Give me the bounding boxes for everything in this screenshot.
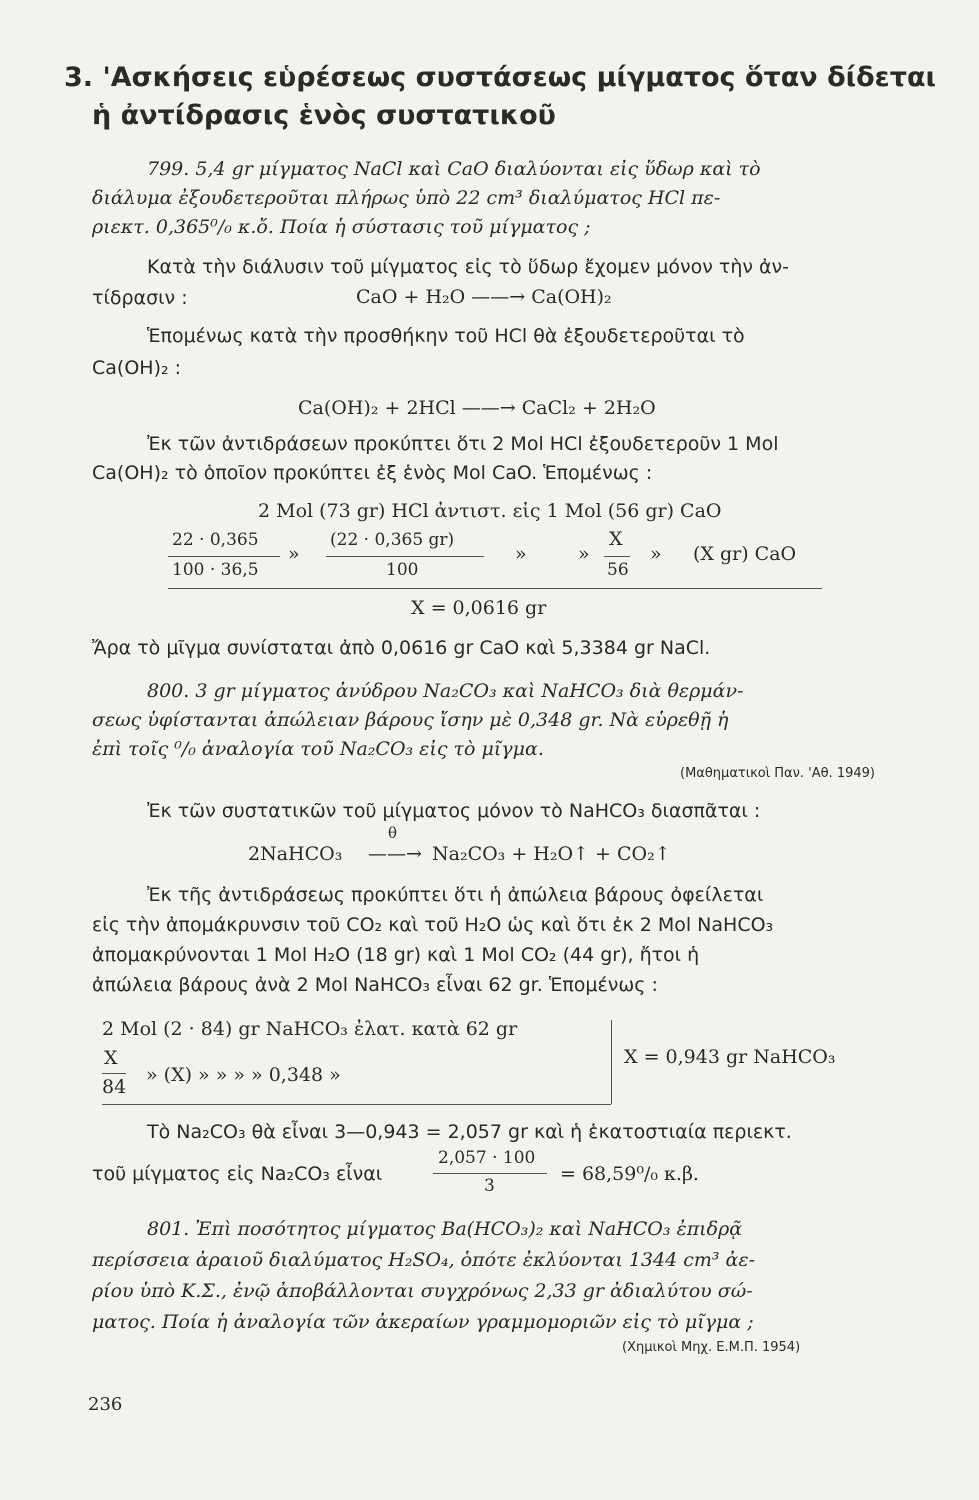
solution-799-line4: Ca(OH)₂ : (92, 357, 182, 379)
solution-800-line1: Ἐκ τῶν συστατικῶν τοῦ μίγματος μόνον τὸ NaHCO₃ διασπᾶται : (147, 800, 761, 822)
fraction3-denominator: 56 (607, 560, 629, 580)
proportion-row1: 2 Mol (73 gr) HCl ἀντιστ. εἰς 1 Mol (56 gr) CaO (258, 500, 722, 522)
percent-denominator: 3 (484, 1176, 495, 1196)
conclusion-799: Ἄρα τὸ μῖγμα συνίσταται ἀπὸ 0,0616 gr CaO καὶ 5,3384 gr NaCl. (92, 637, 711, 659)
solution-799-line3: Ἑπομένως κατὰ τὴν προσθήκην τοῦ HCl θὰ ἐξουδετεροῦται τὸ (147, 325, 745, 347)
solution-800-line6: Τὸ Na₂CO₃ θὰ εἶναι 3—0,943 = 2,057 gr καὶ ἡ ἑκατοστιαία περιεκτ. (147, 1121, 792, 1143)
box-row1: 2 Mol (2 · 84) gr NaHCO₃ ἐλατ. κατὰ 62 gr (102, 1018, 518, 1040)
fraction2-numerator: (22 · 0,365 gr) (330, 530, 455, 550)
problem-799-line2: διάλυμα ἐξουδετεροῦται πλήρως ὑπὸ 22 cm³ διαλύματος HCl πε- (92, 187, 721, 209)
page-number: 236 (88, 1394, 123, 1415)
problem-801-source: (Χημικοὶ Μηχ. Ε.Μ.Π. 1954) (622, 1340, 801, 1355)
problem-801-line3: ρίου ὑπὸ Κ.Σ., ἐνῷ ἀποβάλλονται συγχρόνως 2,33 gr ἀδιαλύτου σώ- (92, 1280, 753, 1302)
solution-799-line6: Ca(OH)₂ τὸ ὁποῖον προκύπτει ἐξ ἑνὸς Mol CaO. Ἑπομένως : (92, 462, 653, 484)
heat-symbol: θ (388, 824, 398, 842)
fraction2-bar (326, 556, 484, 557)
box-vertical-rule (611, 1020, 612, 1104)
reaction-equation-1: CaO + H₂O ——→ Ca(OH)₂ (356, 286, 612, 308)
box-row2: » (X) » » » » 0,348 » (146, 1064, 341, 1086)
percent-fraction-bar (433, 1173, 547, 1174)
fraction3-numerator: X (609, 528, 623, 550)
problem-801-line2: περίσσεια ἀραιοῦ διαλύματος H₂SO₄, ὁπότε ἐκλύονται 1344 cm³ ἀε- (92, 1249, 755, 1271)
reaction-equation-2: Ca(OH)₂ + 2HCl ——→ CaCl₂ + 2H₂O (298, 397, 656, 419)
fraction2-denominator: 100 (386, 560, 419, 580)
proportion-rule (168, 588, 822, 589)
fraction3-bar (604, 556, 630, 557)
solution-799-line1: Κατὰ τὴν διάλυσιν τοῦ μίγματος εἰς τὸ ὕδωρ ἔχομεν μόνον τὴν ἀν- (147, 256, 790, 278)
problem-799-line3: ριεκτ. 0,365⁰/₀ κ.ὄ. Ποία ἡ σύστασις τοῦ μίγματος ; (92, 216, 591, 238)
reaction-arrow: ——→ (368, 843, 422, 865)
box-fraction-bar (102, 1073, 126, 1074)
solution-800-line2: Ἐκ τῆς ἀντιδράσεως προκύπτει ὅτι ἡ ἀπώλεια βάρους ὀφείλεται (147, 884, 764, 906)
fraction1-denominator: 100 · 36,5 (172, 560, 259, 580)
reaction-equation-3-right: Na₂CO₃ + H₂O↑ + CO₂↑ (432, 843, 671, 865)
problem-801-line4: ματος. Ποία ἡ ἀναλογία τῶν ἀκεραίων γραμμομοριῶν εἰς τὸ μῖγμα ; (92, 1311, 754, 1333)
problem-800-line1: 800. 3 gr μίγματος ἀνύδρου Na₂CO₃ καὶ NaHCO₃ διὰ θερμάν- (147, 680, 744, 702)
fraction1-numerator: 22 · 0,365 (172, 530, 259, 550)
box-result: X = 0,943 gr NaHCO₃ (624, 1046, 836, 1068)
solution-799-line2: τίδρασιν : (92, 287, 188, 309)
section-title-line2: ἡ ἀντίδρασις ἑνὸς συστατικοῦ (92, 100, 556, 131)
solution-800-line7: τοῦ μίγματος εἰς Na₂CO₃ εἶναι (92, 1163, 383, 1185)
box-84-denominator: 84 (102, 1076, 127, 1098)
ditto-mark: » (650, 543, 662, 565)
percent-numerator: 2,057 · 100 (438, 1148, 536, 1168)
solution-800-line3: εἰς τὴν ἀπομάκρυνσιν τοῦ CO₂ καὶ τοῦ H₂O ὡς καὶ ὅτι ἐκ 2 Mol NaHCO₃ (92, 914, 774, 936)
ditto-mark: » (515, 543, 527, 565)
result-799: X = 0,0616 gr (411, 597, 547, 619)
problem-800-source: (Μαθηματικοὶ Παν. 'Αθ. 1949) (680, 766, 875, 781)
ditto-mark: » (288, 543, 300, 565)
reaction-equation-3-left: 2NaHCO₃ (248, 843, 343, 865)
box-x-numerator: X (104, 1047, 118, 1069)
problem-800-line3: ἐπὶ τοῖς ⁰/₀ ἀναλογία τοῦ Na₂CO₃ εἰς τὸ μῖγμα. (92, 738, 544, 760)
fraction1-bar (168, 556, 280, 557)
solution-799-line5: Ἐκ τῶν ἀντιδράσεων προκύπτει ὅτι 2 Mol HCl ἐξουδετεροῦν 1 Mol (147, 433, 779, 455)
ditto-mark: » (578, 543, 590, 565)
problem-801-line1: 801. Ἐπὶ ποσότητος μίγματος Ba(HCO₃)₂ καὶ NaHCO₃ ἐπιδρᾷ (147, 1218, 743, 1240)
section-title-line1: 3. 'Ασκήσεις εὑρέσεως συστάσεως μίγματος ὅταν δίδεται (64, 62, 937, 93)
percent-result: = 68,59⁰/₀ κ.β. (560, 1163, 699, 1185)
solution-800-line4: ἀπομακρύνονται 1 Mol H₂O (18 gr) καὶ 1 Mol CO₂ (44 gr), ἤτοι ἡ (92, 944, 700, 966)
solution-800-line5: ἀπώλεια βάρους ἀνὰ 2 Mol NaHCO₃ εἶναι 62 gr. Ἑπομένως : (92, 974, 658, 996)
box-bottom-rule (102, 1104, 611, 1105)
problem-799-line1: 799. 5,4 gr μίγματος NaCl καὶ CaO διαλύονται εἰς ὕδωρ καὶ τὸ (147, 158, 761, 180)
proportion-row2-end: (X gr) CaO (693, 543, 797, 565)
problem-800-line2: σεως ὑφίστανται ἀπώλειαν βάρους ἴσην μὲ 0,348 gr. Νὰ εὑρεθῇ ἡ (92, 709, 729, 731)
